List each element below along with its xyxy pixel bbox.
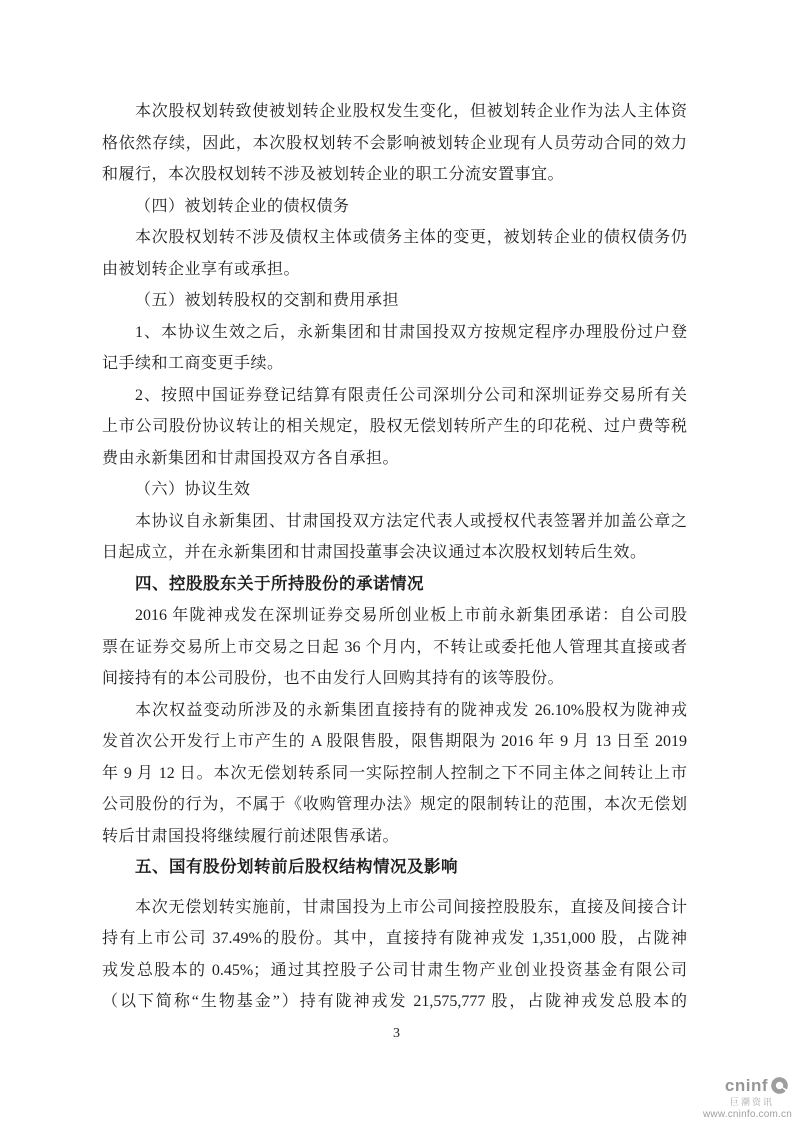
text-line: （四）被划转企业的债权债务 <box>135 197 350 215</box>
text-line: 持有上市公司 37.49%的股份。其中，直接持有陇神戎发 1,351,000 股，占陇神 <box>102 930 687 947</box>
page-number: 3 <box>393 1026 400 1041</box>
text-line: 转后甘肃国投将继续履行前述限售承诺。 <box>102 827 400 845</box>
text-line: 日起成立，并在永新集团和甘肃国投董事会决议通过本次股权划转后生效。 <box>102 544 647 561</box>
cninfo-swirl-icon <box>769 1075 790 1096</box>
text-line: 公司股份的行为，不属于《收购管理办法》规定的限制转让的范围，本次无偿划 <box>102 796 687 813</box>
text-line: 本次权益变动所涉及的永新集团直接持有的陇神戎发 26.10%股权为陇神戎 <box>135 701 687 719</box>
document-body <box>102 96 687 1018</box>
text-line: 本协议自永新集团、甘肃国投双方法定代表人或授权代表签署并加盖公章之 <box>135 512 687 530</box>
text-line: 发首次公开发行上市产生的 A 股限售股，限售期限为 2016 年 9 月 13 日至 2019 <box>102 733 687 750</box>
text-line: 格依然存续，因此，本次股权划转不会影响被划转企业现有人员劳动合同的效力 <box>102 134 687 152</box>
text-line: 费由永新集团和甘肃国投双方各自承担。 <box>102 449 400 467</box>
text-line: （以下简称“生物基金”）持有陇神戎发 21,575,777 股，占陇神戎发总股本的 <box>102 993 687 1010</box>
text-line: 五、国有股份划转前后股权结构情况及影响 <box>135 858 458 876</box>
text-line: 本次无偿划转实施前，甘肃国投为上市公司间接控股股东，直接及间接合计 <box>135 898 687 916</box>
cninfo-url: www.cninfo.com.cn <box>703 1109 792 1120</box>
text-line: 和履行，本次股权划转不涉及被划转企业的职工分流安置事宜。 <box>102 166 565 183</box>
text-line: 四、控股股东关于所持股份的承诺情况 <box>135 574 424 593</box>
text-line: 1、本协议生效之后，永新集团和甘肃国投双方按规定程序办理股份过户登 <box>135 323 687 341</box>
text-line: 戎发总股本的 0.45%；通过其控股子公司甘肃生物产业创业投资基金有限公司 <box>102 961 687 979</box>
text-line: 本次股权划转致使被划转企业股权发生变化，但被划转企业作为法人主体资 <box>135 103 687 120</box>
text-line: （六）协议生效 <box>135 481 251 498</box>
text-line: 票在证券交易所上市交易之日起 36 个月内，不转让或委托他人管理其直接或者 <box>102 638 687 656</box>
cninfo-brand-text: cninf <box>724 1076 768 1095</box>
text-line: 间接持有的本公司股份，也不由发行人回购其持有的该等股份。 <box>102 670 565 687</box>
text-line: 记手续和工商变更手续。 <box>102 355 284 372</box>
text-line: 上市公司股份协议转让的相关规定，股权无偿划转所产生的印花税、过户费等税 <box>102 418 687 435</box>
text-line: （五）被划转股权的交割和费用承担 <box>135 292 400 309</box>
text-line: 由被划转企业享有或承担。 <box>102 260 301 278</box>
cninfo-logo-row <box>703 1075 791 1096</box>
text-line: 2、按照中国证券登记结算有限责任公司深圳分公司和深圳证券交易所有关 <box>135 386 687 404</box>
cninfo-chinese-name: 巨潮资讯 <box>729 1097 774 1107</box>
text-line: 年 9 月 12 日。本次无偿划转系同一实际控制人控制之下不同主体之间转让上市 <box>102 764 687 782</box>
text-line: 本次股权划转不涉及债权主体或债务主体的变更，被划转企业的债权债务仍 <box>135 229 687 246</box>
cninfo-logo <box>703 1075 791 1120</box>
text-line: 2016 年陇神戎发在深圳证券交易所创业板上市前永新集团承诺：自公司股 <box>135 607 687 624</box>
